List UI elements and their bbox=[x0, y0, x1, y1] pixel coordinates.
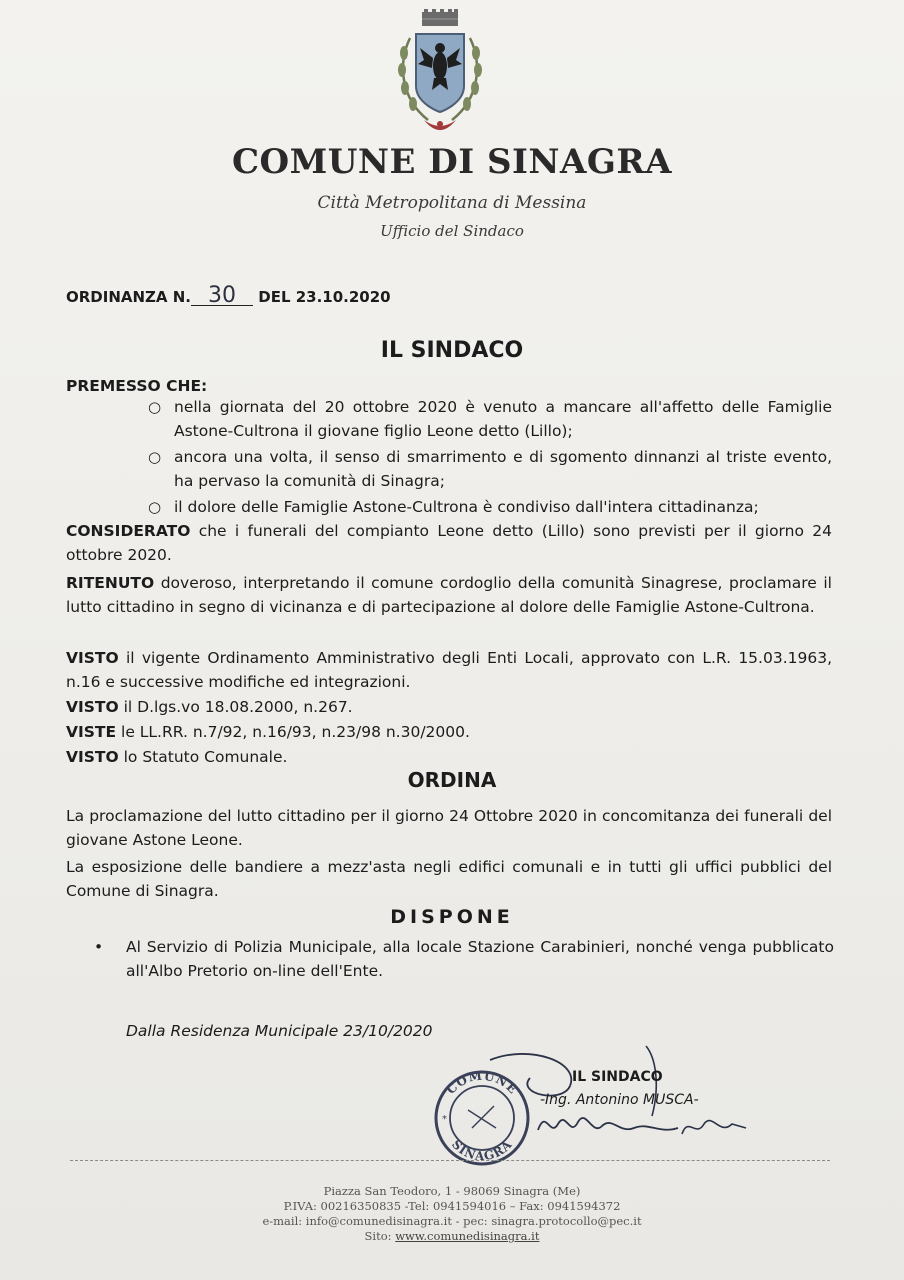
ritenuto-paragraph: RITENUTO doveroso, interpretando il comune cordoglio della comunità Sinagrese, proclamare il lutto cittadino in segno di vicinanza e di partecipazione al dolore delle Famiglie Astone-Cultrona. bbox=[66, 574, 832, 616]
heading-il-sindaco: IL SINDACO bbox=[380, 338, 524, 363]
residenza-line: Dalla Residenza Municipale 23/10/2020 bbox=[126, 1022, 433, 1040]
premesso-list bbox=[148, 395, 832, 521]
svg-text:*: * bbox=[442, 1114, 447, 1125]
footer-piva-phone: P.IVA: 00216350835 -Tel: 0941594016 – Fax: 0941594372 bbox=[283, 1199, 621, 1213]
visto-dlgs-paragraph: VISTO il D.lgs.vo 18.08.2000, n.267. bbox=[66, 698, 353, 716]
footer-site: Sito: www.comunedisinagra.it bbox=[364, 1229, 540, 1243]
heading-ordina: ORDINA bbox=[407, 768, 497, 792]
ordinance-prefix: ORDINANZA N. bbox=[66, 288, 192, 306]
ordinance-line bbox=[66, 283, 391, 308]
bullet-dot-icon: • bbox=[94, 938, 104, 956]
dispone-list-item: • Al Servizio di Polizia Municipale, alla locale Stazione Carabinieri, nonché venga pubblicato all'Albo Pretorio on-line dell'Ente. bbox=[94, 935, 834, 983]
list-item: ○ nella giornata del 20 ottobre 2020 è venuto a mancare all'affetto delle Famiglie Astone-Cultrona il giovane figlio Leone detto (Lillo); bbox=[148, 395, 832, 443]
metropolitan-city-subtitle: Città Metropolitana di Messina bbox=[317, 193, 587, 213]
office-label: Ufficio del Sindaco bbox=[380, 222, 524, 240]
considerato-paragraph: CONSIDERATO che i funerali del compianto Leone detto (Lillo) sono previsti per il giorno 24 ottobre 2020. bbox=[66, 522, 832, 564]
svg-text:COMUNE: COMUNE bbox=[443, 1068, 521, 1097]
ordina-paragraph-2: La esposizione delle bandiere a mezz'asta negli edifici comunali e in tutti gli uffici pubblici del Comune di Sinagra. bbox=[66, 858, 832, 900]
footer-contacts bbox=[0, 1184, 904, 1244]
ordinance-number: 30 bbox=[191, 287, 253, 306]
footer-address: Piazza San Teodoro, 1 - 98069 Sinagra (Me) bbox=[323, 1184, 581, 1198]
visto-statuto-paragraph: VISTO lo Statuto Comunale. bbox=[66, 748, 288, 766]
official-stamp-icon bbox=[436, 1068, 528, 1164]
signature-stamp-area bbox=[420, 1038, 780, 1178]
visto-ordinamento-paragraph: VISTO il vigente Ordinamento Amministrativo degli Enti Locali, approvato con L.R. 15.03.1963, n.16 e successive modifiche ed integrazioni. bbox=[66, 649, 832, 691]
ordina-paragraph-1: La proclamazione del lutto cittadino per il giorno 24 Ottobre 2020 in concomitanza dei funerali del giovane Astone Leone. bbox=[66, 807, 832, 849]
circle-bullet-icon: ○ bbox=[148, 498, 162, 516]
circle-bullet-icon: ○ bbox=[148, 448, 162, 466]
signature-title: IL SINDACO bbox=[572, 1069, 663, 1085]
municipality-title: COMUNE DI SINAGRA bbox=[231, 142, 673, 182]
website-link[interactable]: www.comunedisinagra.it bbox=[395, 1229, 540, 1243]
premesso-label-text: PREMESSO CHE: bbox=[66, 377, 208, 395]
viste-llrr-paragraph: VISTE le LL.RR. n.7/92, n.16/93, n.23/98 n.30/2000. bbox=[66, 723, 470, 741]
list-item: ○ il dolore delle Famiglie Astone-Cultrona è condiviso dall'intera cittadinanza; bbox=[148, 495, 832, 519]
svg-text:SINAGRA: SINAGRA bbox=[448, 1137, 516, 1164]
circle-bullet-icon: ○ bbox=[148, 398, 162, 416]
ordinance-date: DEL 23.10.2020 bbox=[258, 288, 391, 306]
signatory-name: -Ing. Antonino MUSCA- bbox=[540, 1092, 699, 1108]
footer-email: e-mail: info@comunedisinagra.it - pec: sinagra.protocollo@pec.it bbox=[262, 1214, 642, 1228]
footer-divider bbox=[70, 1160, 830, 1161]
heading-dispone: DISPONE bbox=[390, 906, 514, 928]
municipal-crest-icon bbox=[388, 8, 492, 140]
list-item: ○ ancora una volta, il senso di smarrimento e di sgomento dinnanzi al triste evento, ha pervaso la comunità di Sinagra; bbox=[148, 445, 832, 493]
